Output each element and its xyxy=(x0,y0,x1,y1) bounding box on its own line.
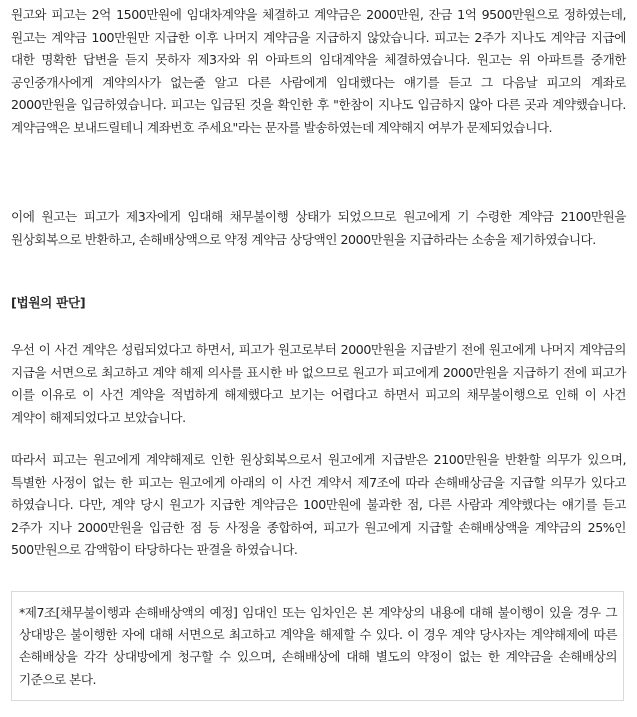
section-heading: [법원의 판단] xyxy=(11,295,86,310)
lawsuit-paragraph: 이에 원고는 피고가 제3자에게 임대해 채무불이행 상태가 되었으므로 원고에게 기 수령한 계약금 2100만원을 원상회복으로 반환하고, 손해배상액으로 약정 계약금 상당액인 2000만원을 지급하라는 소송을 제기하였습니다. xyxy=(11,209,626,247)
facts-paragraph: 원고와 피고는 2억 1500만원에 임대차계약을 체결하고 계약금은 2000만원, 잔금 1억 9500만원으로 정하였는데, 원고는 계약금 100만원만 지급한 이후 나머지 계약금을 지급하지 않았습니다. 피고는 2주가 지나도 계약금 지급에 대한 명확한 답변을 듣지 못하자 제3자와 위 아파트의 임대계약을 체결하였습니다. 원고는 위 아파트를 중개한 공인중개사에게 계약의사가 없는줄 알고 다른 사람에게 임대했다는 얘기를 듣고 그 다음날 피고의 계좌로 2000만원을 입금하였습니다. 피고는 입금된 것을 확인한 후 "한참이 지나도 입금하지 않아 다른 곳과 계약했습니다. 계약금액은 보내드릴테니 계좌번호 주세요"라는 문자를 발송하였는데 계약해지 여부가 문제되었습니다. xyxy=(11,7,626,135)
contract-clause-note xyxy=(11,591,624,701)
judgment-paragraph-2: 따라서 피고는 원고에게 계약해제로 인한 원상회복으로서 원고에게 지급받은 2100만원을 반환할 의무가 있으며, 특별한 사정이 없는 한 피고는 원고에게 아래의 이 사건 계약서 제7조에 따라 손해배상금을 지급할 의무가 있다고 하였습니다. 다만, 계약 당시 원고가 지급한 계약금은 100만원에 불과한 점, 다른 사람과 계약했다는 얘기를 듣고 2주가 지나 2000만원을 입금한 점 등 사정을 종합하여, 피고가 원고에게 지급할 손해배상액을 계약금의 25%인 500만원으로 감액함이 타당하다는 판결을 하였습니다. xyxy=(11,452,626,558)
judgment-paragraph-1: 우선 이 사건 계약은 성립되었다고 하면서, 피고가 원고로부터 2000만원을 지급받기 전에 원고에게 나머지 계약금의 지급을 서면으로 최고하고 계약 해제 의사를 표시한 바 없으므로 원고가 피고에게 2000만원을 지급하기 전에 피고가 이를 이유로 이 사건 계약을 적법하게 해제했다고 보기는 어렵다고 하면서 피고의 채무불이행으로 인해 이 사건 계약이 해제되었다고 보았습니다. xyxy=(11,342,626,425)
contract-clause-text: *제7조[채무불이행과 손해배상액의 예정] 임대인 또는 임차인은 본 계약상의 내용에 대해 불이행이 있을 경우 그 상대방은 불이행한 자에 대해 서면으로 최고하고 계약을 해제할 수 있다. 이 경우 계약 당사자는 계약해제에 따른 손해배상을 각각 상대방에게 청구할 수 있으며, 손해배상에 대해 별도의 약정이 없는 한 계약금을 손해배상의 기준으로 본다. xyxy=(19,605,617,687)
